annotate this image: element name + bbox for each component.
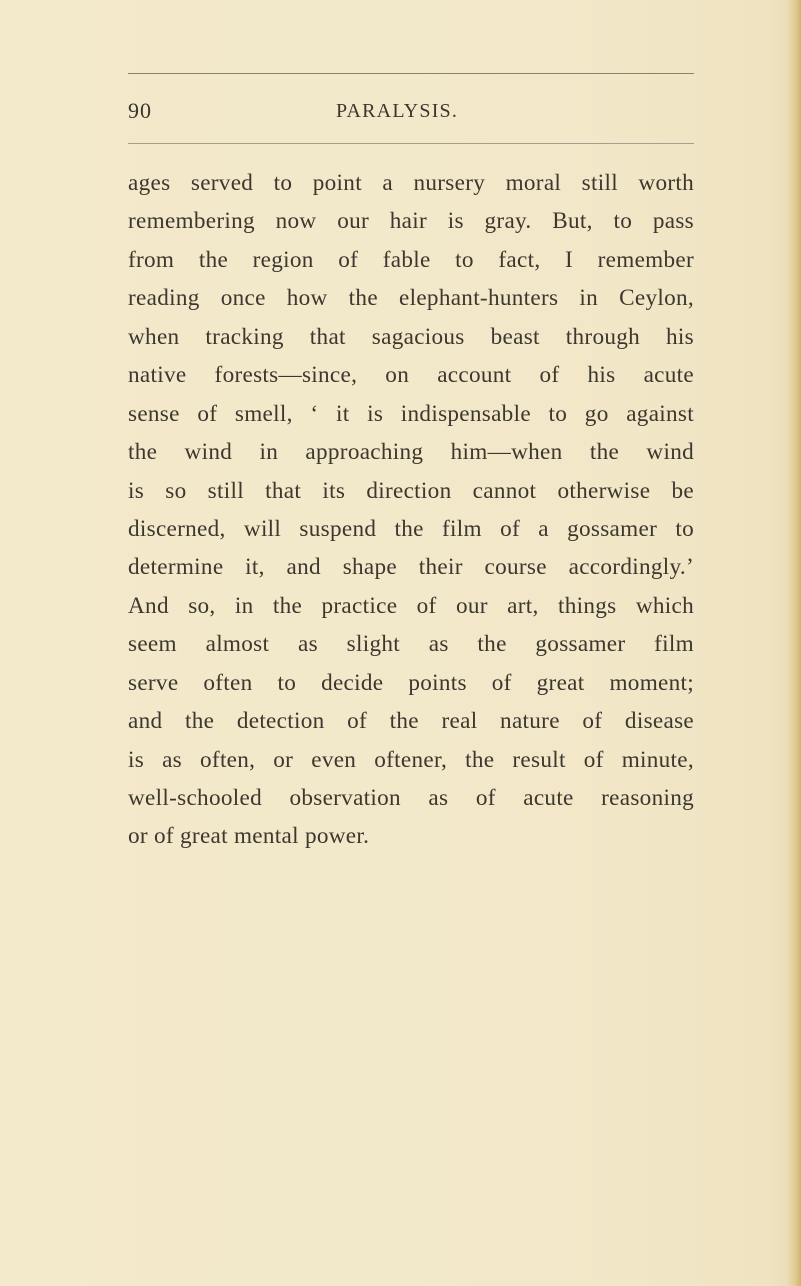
text-line: serve often to decide points of great moment; xyxy=(128,669,694,696)
page-number: 90 xyxy=(128,98,152,123)
text-line: from the region of fable to fact, I remember xyxy=(128,246,694,273)
text-line: remembering now our hair is gray. But, to pass xyxy=(128,208,694,235)
text-line: the wind in approaching him—when the wind xyxy=(128,439,694,466)
text-line: ages served to point a nursery moral still worth xyxy=(128,170,694,196)
text-line: reading once how the elephant-hunters in Ceylon, xyxy=(128,285,694,312)
text-line: determine it, and shape their course accordingly.’ xyxy=(128,554,694,581)
text-line: is so still that its direction cannot otherwise be xyxy=(128,477,694,504)
text-line: And so, in the practice of our art, things which xyxy=(128,592,694,619)
text-line: native forests—since, on account of his acute xyxy=(128,362,694,389)
text-line: seem almost as slight as the gossamer film xyxy=(128,631,694,658)
page-edge-shadow xyxy=(787,0,801,1286)
text-line-last: or of great mental power. xyxy=(128,823,370,850)
running-head: PARALYSIS. xyxy=(336,100,459,122)
text-line: well-schooled observation as of acute reasoning xyxy=(128,785,694,811)
text-line: discerned, will suspend the film of a gossamer to xyxy=(128,515,694,542)
text-line: is as often, or even oftener, the result of minute, xyxy=(128,746,694,773)
body-paragraph xyxy=(128,164,694,856)
header-rule-top xyxy=(128,73,694,74)
text-line: and the detection of the real nature of disease xyxy=(128,708,694,735)
header-rule-bottom xyxy=(128,143,694,144)
text-line: sense of smell, ‘ it is indispensable to go against xyxy=(128,400,694,427)
text-line: when tracking that sagacious beast through his xyxy=(128,323,694,350)
